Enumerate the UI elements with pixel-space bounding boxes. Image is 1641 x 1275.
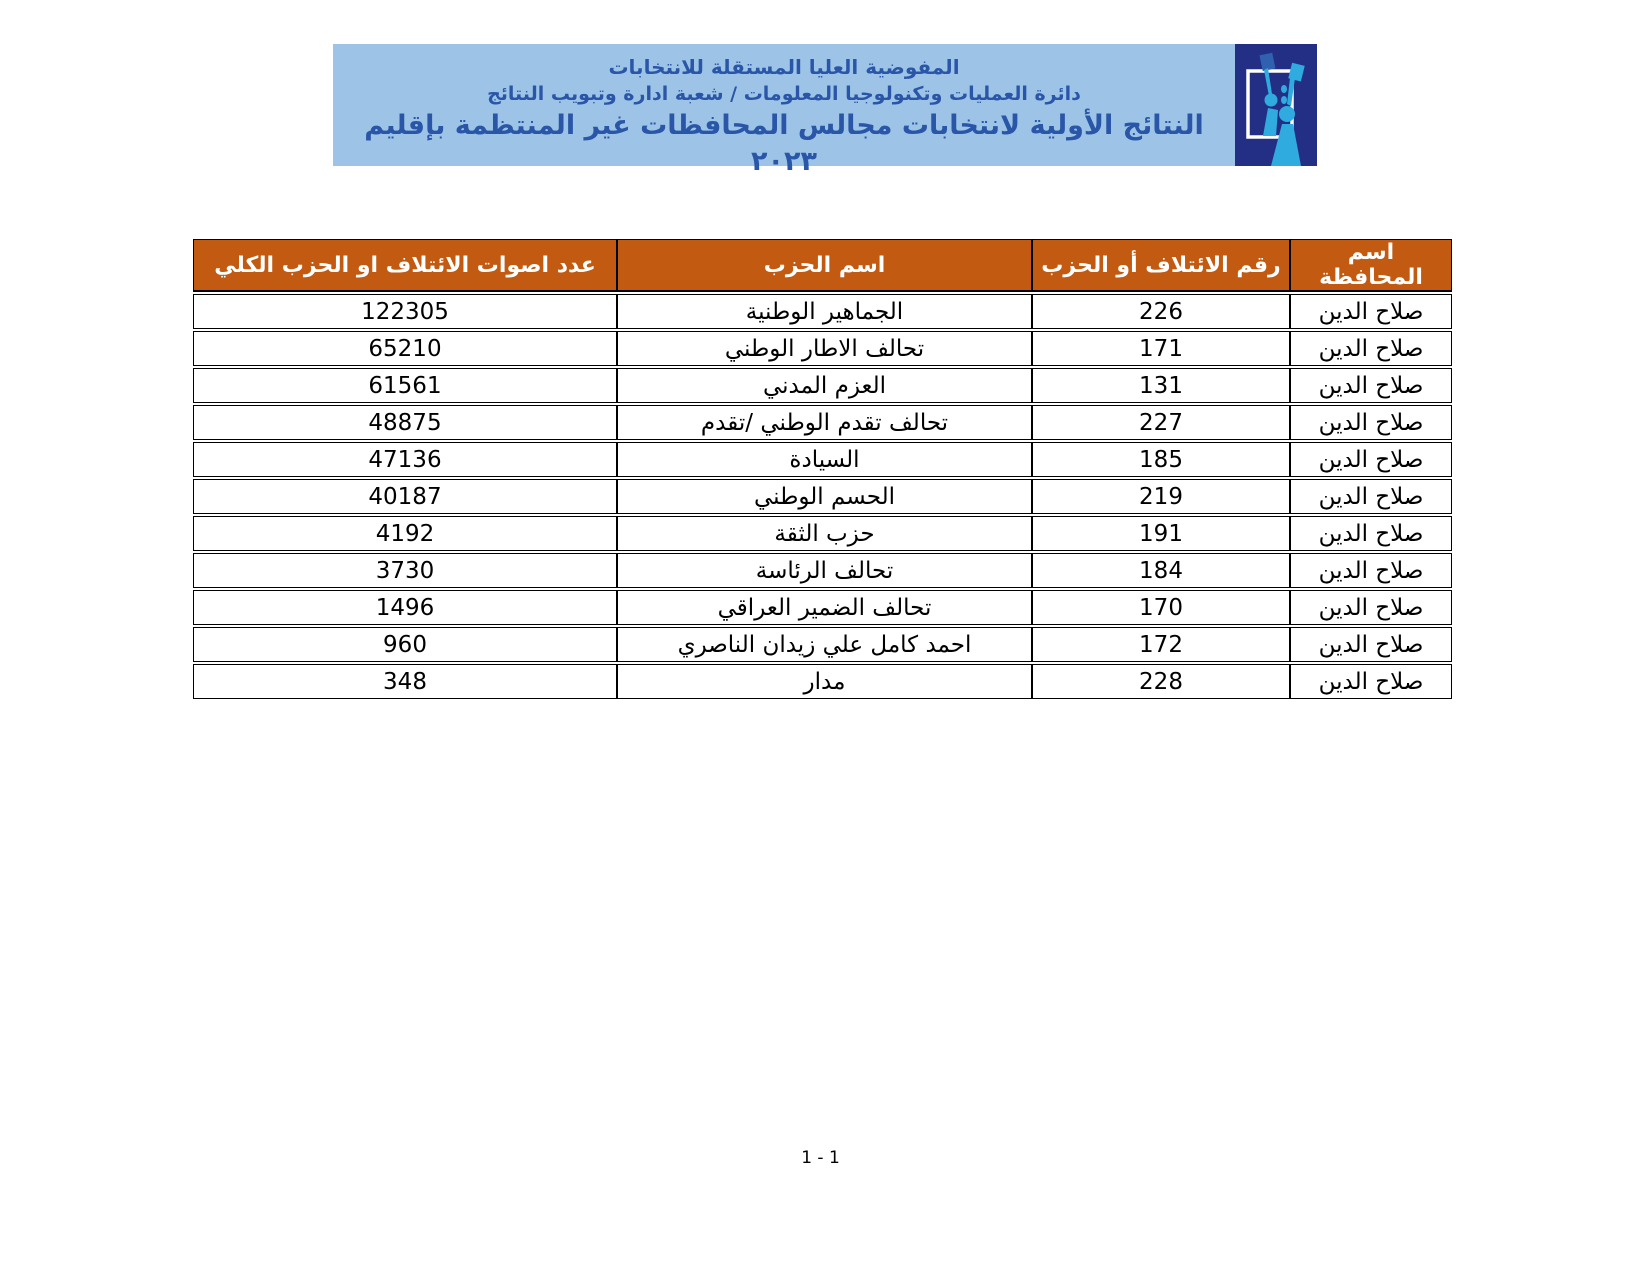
table-header-row xyxy=(193,239,1452,292)
table-row xyxy=(193,405,1452,440)
party-number-cell: 131 xyxy=(1032,368,1290,403)
party-name-cell: العزم المدني xyxy=(617,368,1032,403)
votes-cell: 40187 xyxy=(193,479,617,514)
party-number-cell: 171 xyxy=(1032,331,1290,366)
party-name-cell: السيادة xyxy=(617,442,1032,477)
party-number-cell: 184 xyxy=(1032,553,1290,588)
party-name-cell: تحالف الضمير العراقي xyxy=(617,590,1032,625)
province-cell: صلاح الدين xyxy=(1290,405,1452,440)
table-row xyxy=(193,442,1452,477)
results-table-wrap xyxy=(193,237,1452,701)
org-title: المفوضية العليا المستقلة للانتخابات xyxy=(608,55,960,79)
results-table xyxy=(193,237,1452,701)
ihec-logo-icon xyxy=(1235,44,1317,166)
col-header-province: اسم المحافظة xyxy=(1290,239,1452,292)
report-title: النتائج الأولية لانتخابات مجالس المحافظات غير المنتظمة بإقليم ٢٠٢٣ xyxy=(364,110,1204,177)
province-cell: صلاح الدين xyxy=(1290,553,1452,588)
province-cell: صلاح الدين xyxy=(1290,442,1452,477)
table-row xyxy=(193,331,1452,366)
party-name-cell: احمد كامل علي زيدان الناصري xyxy=(617,627,1032,662)
province-cell: صلاح الدين xyxy=(1290,590,1452,625)
votes-cell: 61561 xyxy=(193,368,617,403)
party-number-cell: 191 xyxy=(1032,516,1290,551)
votes-cell: 122305 xyxy=(193,294,617,329)
votes-cell: 960 xyxy=(193,627,617,662)
table-row xyxy=(193,479,1452,514)
votes-cell: 4192 xyxy=(193,516,617,551)
table-row xyxy=(193,553,1452,588)
party-name-cell: حزب الثقة xyxy=(617,516,1032,551)
party-number-cell: 219 xyxy=(1032,479,1290,514)
party-name-cell: تحالف الرئاسة xyxy=(617,553,1032,588)
party-name-cell: تحالف الاطار الوطني xyxy=(617,331,1032,366)
table-row xyxy=(193,664,1452,699)
party-number-cell: 170 xyxy=(1032,590,1290,625)
votes-cell: 348 xyxy=(193,664,617,699)
province-cell: صلاح الدين xyxy=(1290,294,1452,329)
province-cell: صلاح الدين xyxy=(1290,516,1452,551)
col-header-party-number: رقم الائتلاف أو الحزب xyxy=(1032,239,1290,292)
party-name-cell: الجماهير الوطنية xyxy=(617,294,1032,329)
province-cell: صلاح الدين xyxy=(1290,368,1452,403)
party-number-cell: 228 xyxy=(1032,664,1290,699)
province-cell: صلاح الدين xyxy=(1290,664,1452,699)
table-row xyxy=(193,627,1452,662)
party-name-cell: الحسم الوطني xyxy=(617,479,1032,514)
col-header-total-votes: عدد اصوات الائتلاف او الحزب الكلي xyxy=(193,239,617,292)
table-row xyxy=(193,516,1452,551)
votes-cell: 48875 xyxy=(193,405,617,440)
party-number-cell: 172 xyxy=(1032,627,1290,662)
header-banner xyxy=(333,44,1317,177)
votes-cell: 47136 xyxy=(193,442,617,477)
banner-text-block xyxy=(333,44,1235,177)
votes-cell: 65210 xyxy=(193,331,617,366)
table-row xyxy=(193,590,1452,625)
party-name-cell: تحالف تقدم الوطني /تقدم xyxy=(617,405,1032,440)
page-number: 1 - 1 xyxy=(801,1148,840,1168)
col-header-party-name: اسم الحزب xyxy=(617,239,1032,292)
province-cell: صلاح الدين xyxy=(1290,331,1452,366)
party-number-cell: 185 xyxy=(1032,442,1290,477)
dept-subtitle: دائرة العمليات وتكنولوجيا المعلومات / شعبة ادارة وتبويب النتائج xyxy=(487,83,1081,105)
province-cell: صلاح الدين xyxy=(1290,627,1452,662)
party-name-cell: مدار xyxy=(617,664,1032,699)
party-number-cell: 227 xyxy=(1032,405,1290,440)
province-cell: صلاح الدين xyxy=(1290,479,1452,514)
table-row xyxy=(193,368,1452,403)
party-number-cell: 226 xyxy=(1032,294,1290,329)
votes-cell: 1496 xyxy=(193,590,617,625)
votes-cell: 3730 xyxy=(193,553,617,588)
table-row xyxy=(193,294,1452,329)
